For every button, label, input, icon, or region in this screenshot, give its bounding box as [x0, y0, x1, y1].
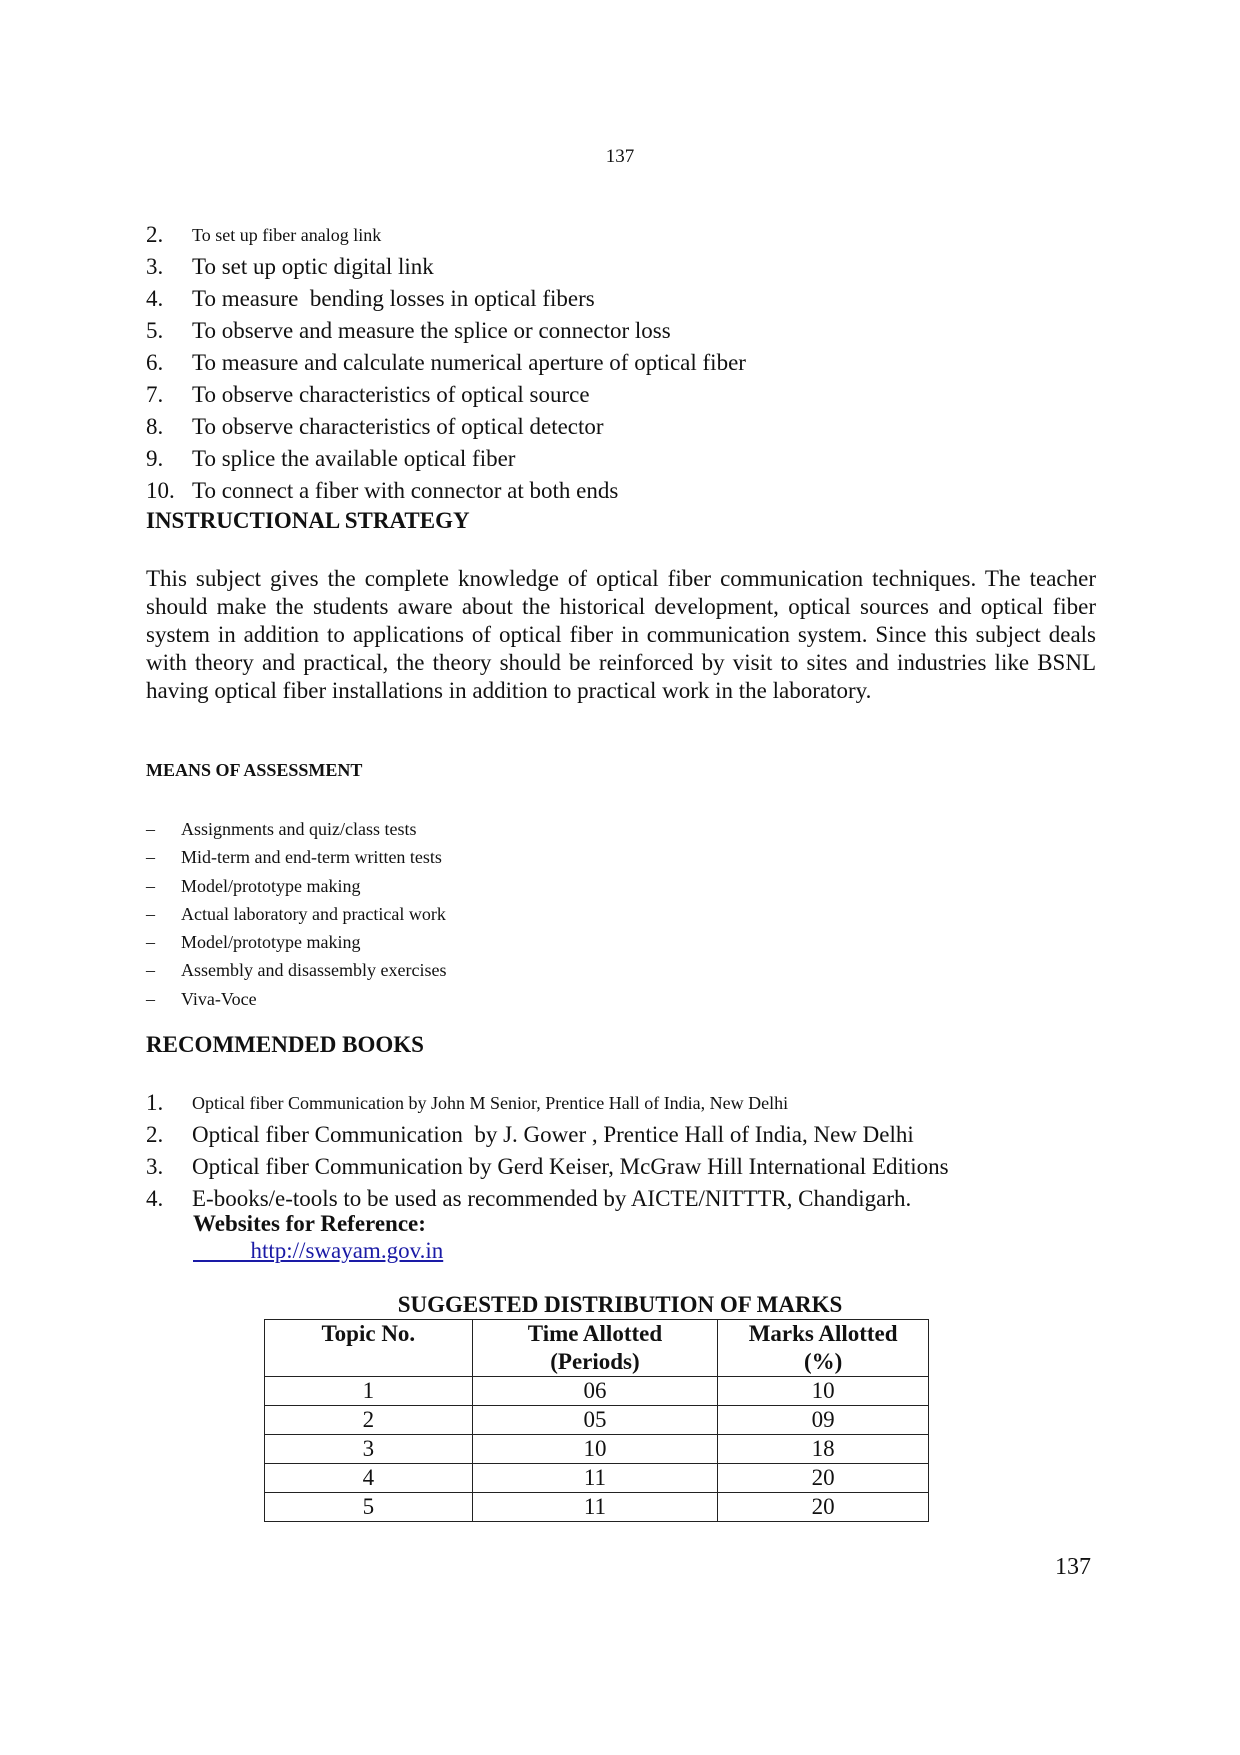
header-line: Marks Allotted	[748, 1321, 898, 1346]
list-item	[146, 219, 746, 251]
item-number: 5.	[146, 318, 164, 343]
item-text: To splice the available optical fiber	[192, 446, 516, 471]
item-text: To observe characteristics of optical source	[192, 382, 590, 407]
cell-marks: 09	[718, 1406, 929, 1435]
dash-bullet: –	[146, 988, 155, 1009]
page-number-top: 137	[605, 146, 635, 167]
item-text: To measure and calculate numerical aperture of optical fiber	[192, 350, 746, 375]
item-text: To set up fiber analog link	[192, 225, 382, 245]
cell-time: 06	[472, 1377, 718, 1406]
item-text: Model/prototype making	[181, 932, 361, 953]
marks-table	[264, 1319, 929, 1522]
header-line: (%)	[803, 1349, 843, 1374]
websites-label: Websites for Reference:	[193, 1211, 426, 1236]
item-text: To set up optic digital link	[192, 254, 434, 279]
item-number: 6.	[146, 350, 164, 375]
item-number: 2.	[146, 1122, 164, 1147]
item-text: To observe characteristics of optical detector	[192, 414, 604, 439]
cell-time: 11	[472, 1464, 718, 1493]
list-item	[146, 315, 746, 347]
website-link[interactable]	[193, 1238, 443, 1264]
table-row	[265, 1493, 929, 1522]
table-header-row	[265, 1320, 929, 1377]
item-number: 4.	[146, 1186, 164, 1211]
list-item	[146, 1151, 949, 1183]
list-item	[146, 872, 446, 900]
item-text: Assembly and disassembly exercises	[181, 960, 447, 981]
cell-topic: 1	[265, 1377, 473, 1406]
list-item	[146, 1119, 949, 1151]
cell-marks: 20	[718, 1493, 929, 1522]
item-text: To measure bending losses in optical fibers	[192, 286, 595, 311]
table-row	[265, 1435, 929, 1464]
cell-marks: 20	[718, 1464, 929, 1493]
header-line: Time Allotted	[527, 1321, 663, 1346]
dash-bullet: –	[146, 960, 155, 981]
cell-topic: 3	[265, 1435, 473, 1464]
item-number: 8.	[146, 414, 164, 439]
link-indent	[193, 1238, 251, 1263]
table-row	[265, 1464, 929, 1493]
item-number: 2.	[146, 222, 164, 247]
header-time-allotted	[472, 1320, 718, 1377]
list-item	[146, 815, 446, 843]
list-item	[146, 985, 446, 1013]
header-marks-allotted	[718, 1320, 929, 1377]
cell-marks: 18	[718, 1435, 929, 1464]
item-number: 3.	[146, 254, 164, 279]
item-text: Actual laboratory and practical work	[181, 903, 446, 924]
item-number: 7.	[146, 382, 164, 407]
list-item	[146, 843, 446, 871]
item-text: Optical fiber Communication by John M Senior, Prentice Hall of India, New Delhi	[192, 1093, 789, 1113]
item-text: E-books/e-tools to be used as recommended by AICTE/NITTTR, Chandigarh.	[192, 1186, 912, 1211]
list-item	[146, 411, 746, 443]
cell-marks: 10	[718, 1377, 929, 1406]
item-number: 1.	[146, 1090, 164, 1115]
header-topic-no	[265, 1320, 473, 1377]
item-text: Optical fiber Communication by Gerd Keiser, McGraw Hill International Editions	[192, 1154, 949, 1179]
header-line: (Periods)	[550, 1349, 640, 1374]
dash-bullet: –	[146, 847, 155, 868]
cell-time: 11	[472, 1493, 718, 1522]
table-row	[265, 1377, 929, 1406]
means-of-assessment-heading: MEANS OF ASSESSMENT	[146, 760, 363, 780]
website-url[interactable]: http://swayam.gov.in	[250, 1238, 444, 1263]
item-number: 3.	[146, 1154, 164, 1179]
cell-topic: 4	[265, 1464, 473, 1493]
dash-bullet: –	[146, 903, 155, 924]
list-item	[146, 475, 746, 507]
cell-topic: 5	[265, 1493, 473, 1522]
item-text: Model/prototype making	[181, 875, 361, 896]
dash-bullet: –	[146, 932, 155, 953]
list-item	[146, 928, 446, 956]
item-text: Viva-Voce	[181, 988, 257, 1009]
list-item	[146, 347, 746, 379]
instructional-strategy-heading: INSTRUCTIONAL STRATEGY	[146, 508, 470, 533]
dash-bullet: –	[146, 875, 155, 896]
item-number: 4.	[146, 286, 164, 311]
table-row	[265, 1406, 929, 1435]
cell-time: 10	[472, 1435, 718, 1464]
table-title: SUGGESTED DISTRIBUTION OF MARKS	[397, 1292, 843, 1317]
cell-time: 05	[472, 1406, 718, 1435]
recommended-books-heading: RECOMMENDED BOOKS	[146, 1032, 424, 1057]
page-number-bottom: 137	[1055, 1554, 1091, 1580]
item-text: Mid-term and end-term written tests	[181, 847, 442, 868]
item-text: To connect a fiber with connector at both ends	[192, 478, 619, 503]
instructional-strategy-paragraph: This subject gives the complete knowledge of optical fiber communication techniques. The teacher should make the students aware about the historical development, optical sources and optical fiber system in addition to applications of optical fiber in communication system. Since this subject deals with theory and practical, the theory should be reinforced by visit to sites and industries like BSNL having optical fiber installations in addition to practical work in the laboratory.	[146, 566, 1096, 703]
item-number: 9.	[146, 446, 164, 471]
assessment-list	[146, 815, 446, 1013]
list-item	[146, 251, 746, 283]
books-list	[146, 1087, 949, 1215]
item-text: Optical fiber Communication by J. Gower , Prentice Hall of India, New Delhi	[192, 1122, 914, 1147]
header-line: Topic No.	[321, 1321, 416, 1346]
list-item	[146, 379, 746, 411]
cell-topic: 2	[265, 1406, 473, 1435]
list-item	[146, 1087, 949, 1119]
experiment-list	[146, 219, 746, 507]
item-text: To observe and measure the splice or connector loss	[192, 318, 671, 343]
item-number: 10.	[146, 478, 175, 503]
list-item	[146, 956, 446, 984]
list-item	[146, 443, 746, 475]
list-item	[146, 900, 446, 928]
dash-bullet: –	[146, 819, 155, 839]
list-item	[146, 283, 746, 315]
item-text: Assignments and quiz/class tests	[181, 819, 417, 839]
